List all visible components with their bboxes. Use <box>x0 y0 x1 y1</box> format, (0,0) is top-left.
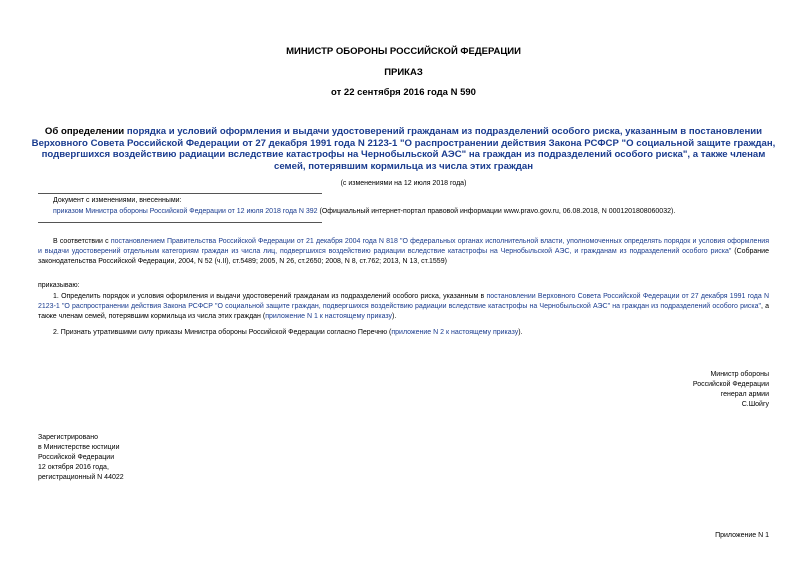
item-1-annex-link[interactable]: приложение N 1 к настоящему приказу <box>265 312 393 320</box>
annex-label: Приложение N 1 <box>715 532 769 539</box>
signature-block <box>693 370 769 410</box>
registration-line-4: 12 октября 2016 года, <box>38 463 109 471</box>
item-1-start: 1. Определить порядок и условия оформления и выдачи удостоверений гражданам из подразделений особого риска, указанным в <box>53 293 487 300</box>
title-prefix: Об определении <box>44 126 127 137</box>
preamble-paragraph <box>38 237 769 267</box>
signature-country: Российской Федерации <box>692 380 769 388</box>
item-2-end: ). <box>518 329 523 336</box>
registration-line-3: Российской Федерации <box>38 453 115 461</box>
changes-line <box>53 207 783 217</box>
registration-line-1: Зарегистрировано <box>38 434 98 441</box>
item-1-resolution-link[interactable]: постановлении Верховного Совета Российской Федерации от 27 декабря 1991 года N 2123-1 "О распространении действия Закона РСФСР "О социальной защите граждан, подвергшихся воздействию радиации вследствие катастрофы на Чернобыльской АЭС" на граждан из подразделений особого риска" <box>38 293 770 310</box>
changes-top-rule <box>38 193 322 194</box>
preamble-link[interactable]: постановлением Правительства Российской Федерации от 21 декабря 2004 года N 818 "О федеральных органах исполнительной власти, уполномоченных определять порядок и условия оформления и выдачи удостоверений отдельным категориям граждан из числа лиц, подвергшихся воздействию радиации вследствие катастрофы на Чернобыльской АЭС, и гражданам из подразделений особого риска" <box>38 238 770 255</box>
preamble-start: В соответствии с <box>53 238 111 245</box>
changes-source: (Официальный интернет-портал правовой информации www.pravo.gov.ru, 06.08.2018, N 0001201808060032). <box>317 208 676 215</box>
document-type: ПРИКАЗ <box>384 67 423 78</box>
title-link[interactable]: порядка и условий оформления и выдачи удостоверений гражданам из подразделений особого риска, указанным в постановлении Верховного Совета Российской Федерации от 27 декабря 1991 года N 2123-1 "О распространении действия Закона РСФСР "О социальной защите граждан, подвергшихся воздействию радиации вследствие катастрофы на Чернобыльской АЭС" на граждан из подразделений особого риска", а также членам семей, потерявшим кормильца из числа этих граждан <box>31 126 776 172</box>
registration-line-5: регистрационный N 44022 <box>38 473 124 481</box>
item-2-annex-link[interactable]: приложение N 2 к настоящему приказу <box>391 329 519 336</box>
preamble-end: (Собрание законодательства Российской Федерации, 2004, N 52 (ч.II), ст.5489; 2005, N 26, ст.2650; 2008, N 8, ст.762; 2013, N 13, ст.1559) <box>38 247 769 265</box>
ministry-heading: МИНИСТР ОБОРОНЫ РОССИЙСКОЙ ФЕДЕРАЦИИ <box>286 46 521 57</box>
item-1-middle: , а также членам семей, потерявшим кормильца из числа этих граждан ( <box>38 302 769 320</box>
item-1-end: ). <box>392 312 397 320</box>
order-word: приказываю: <box>38 282 80 289</box>
changes-link[interactable]: приказом Министра обороны Российской Федерации от 12 июля 2018 года N 392 <box>53 208 318 215</box>
signature-position: Министр обороны <box>710 371 769 378</box>
document-date-number: от 22 сентября 2016 года N 590 <box>331 87 476 98</box>
changes-intro: Документ с изменениями, внесенными: <box>53 197 182 204</box>
revision-note: (с изменениями на 12 июля 2018 года) <box>340 180 467 187</box>
signature-name: С.Шойгу <box>741 400 769 408</box>
registration-block <box>38 433 124 483</box>
signature-rank: генерал армии <box>720 390 769 398</box>
changes-bottom-rule <box>38 222 322 223</box>
document-title <box>30 126 777 172</box>
item-2-start: 2. Признать утратившими силу приказы Министра обороны Российской Федерации согласно Перечню ( <box>53 329 392 336</box>
registration-line-2: в Министерстве юстиции <box>38 443 120 451</box>
item-2-paragraph <box>38 328 769 338</box>
item-1-paragraph <box>38 292 769 322</box>
